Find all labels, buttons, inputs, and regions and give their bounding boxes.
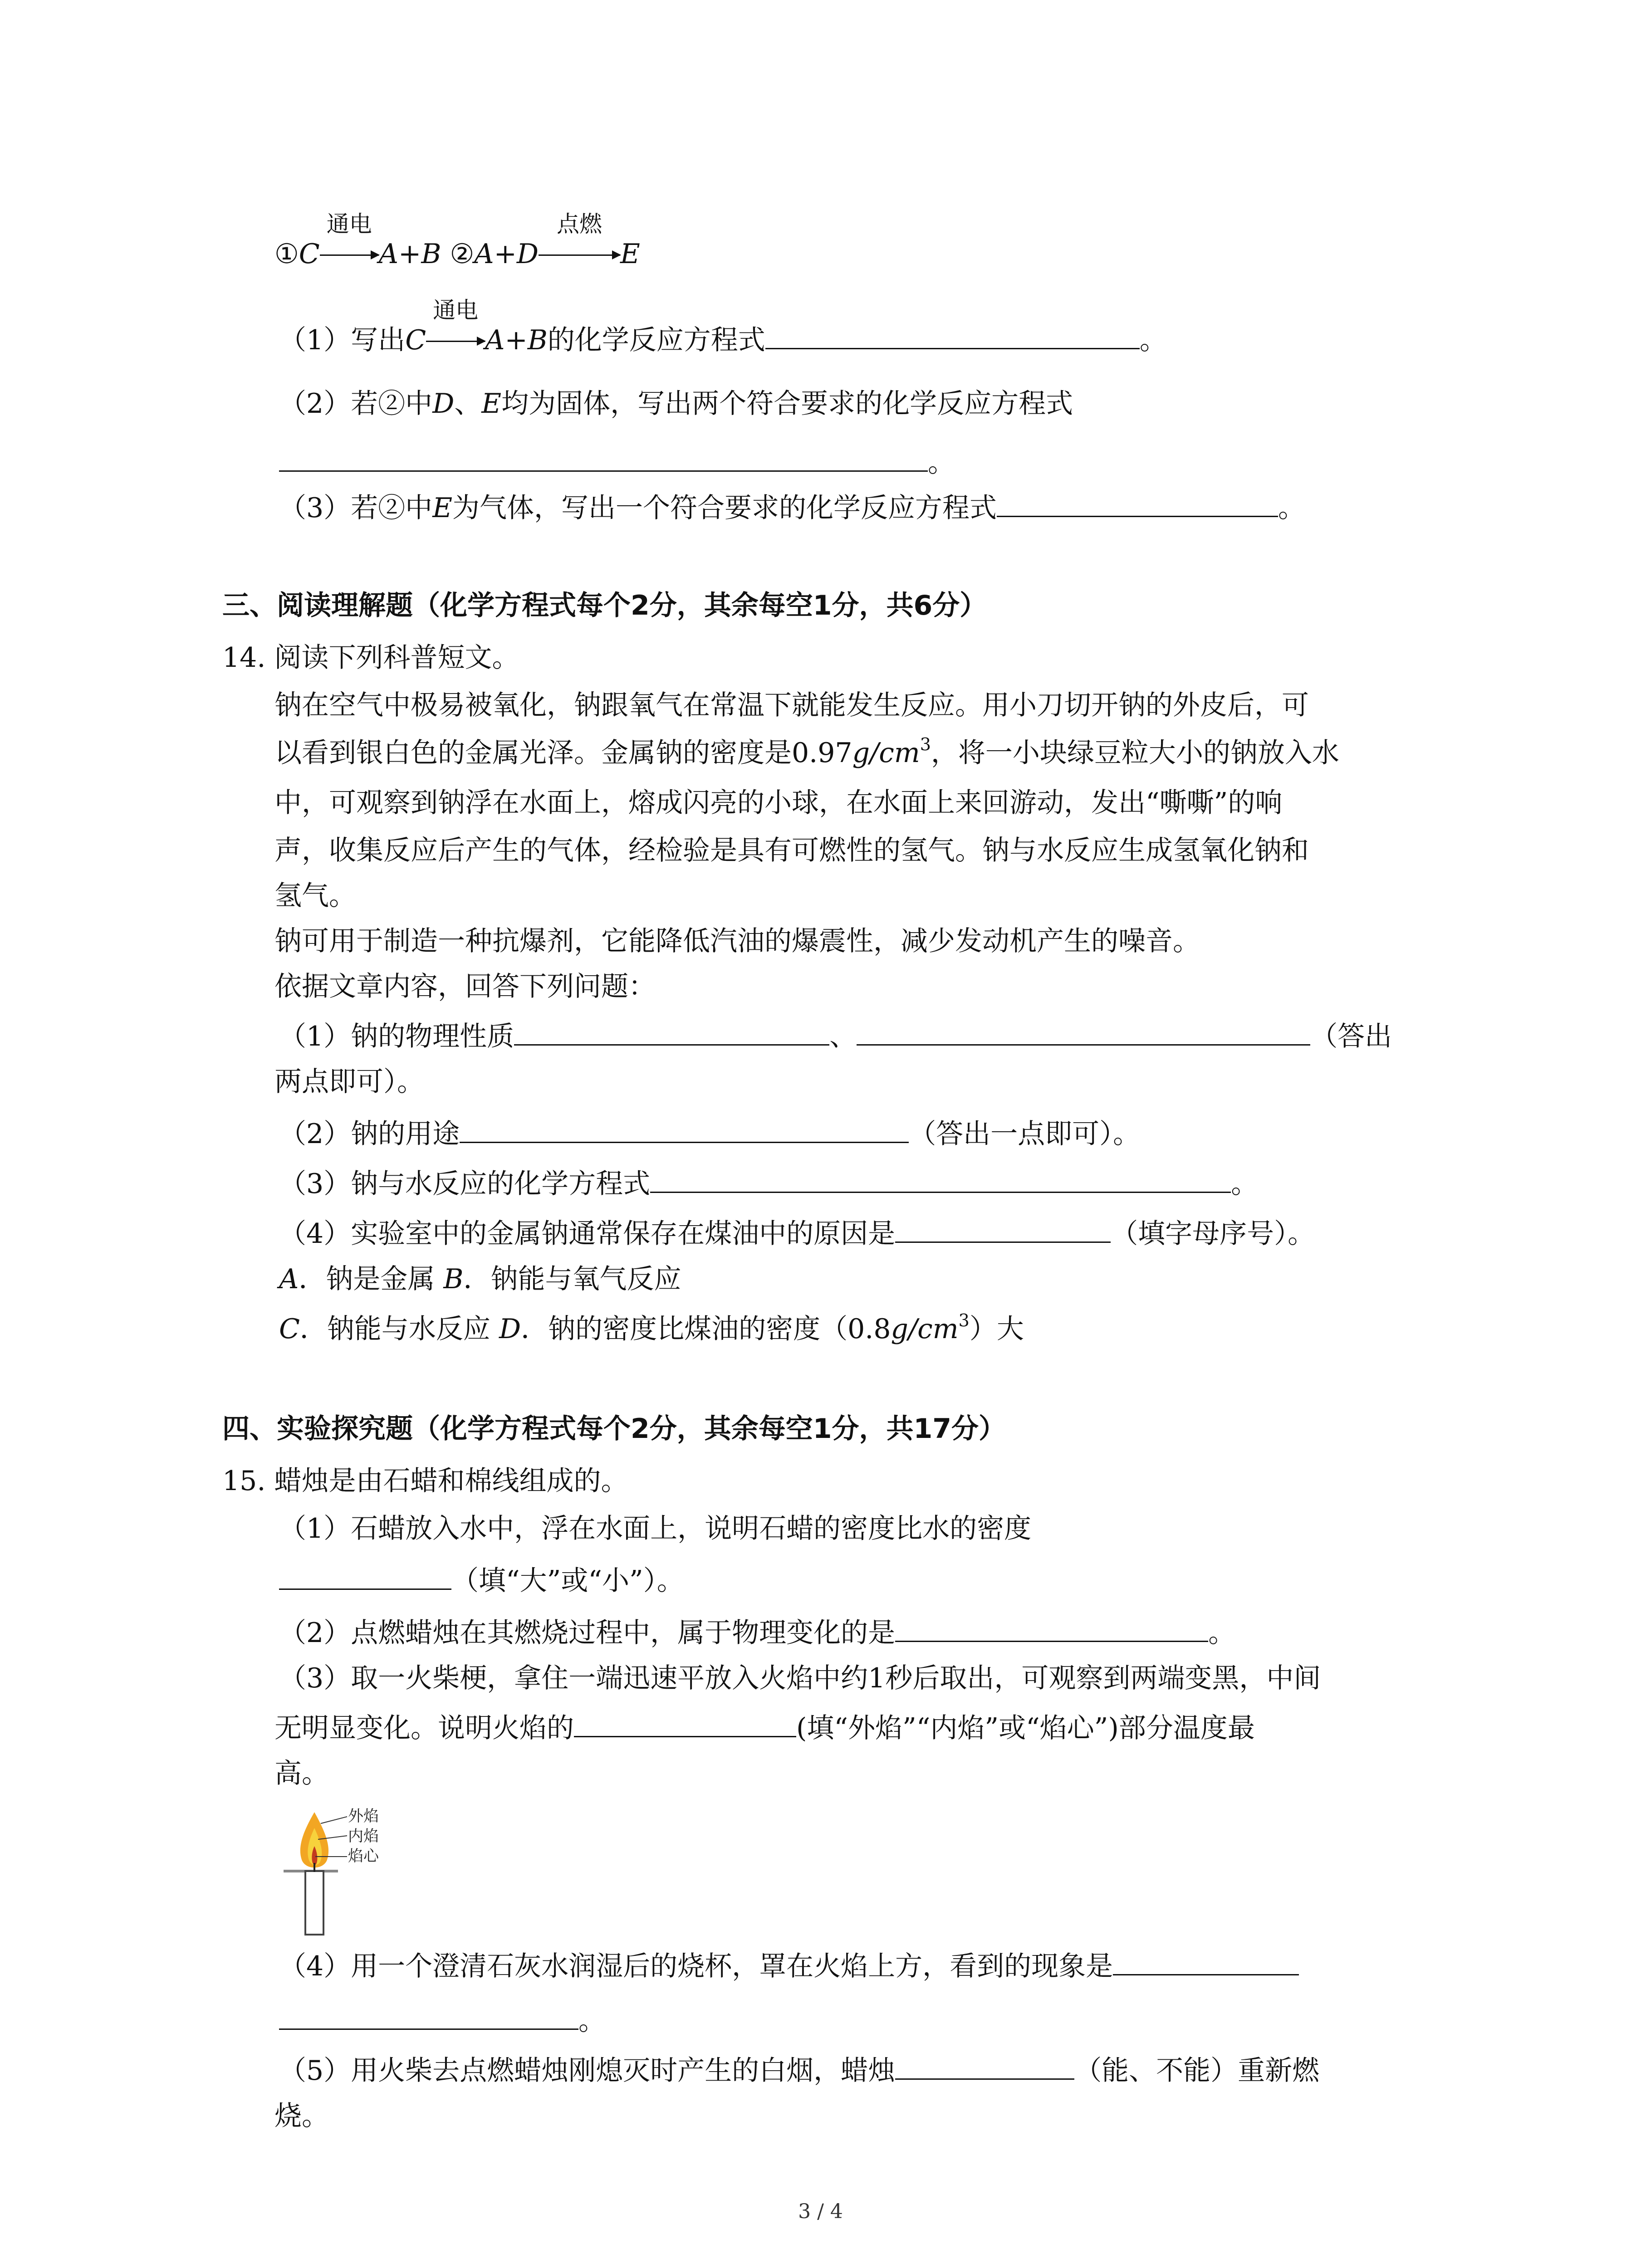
q-text: （答出 <box>1310 1021 1392 1052</box>
product-e: E <box>620 238 640 270</box>
density-unit: g/cm <box>891 1313 959 1345</box>
question-14-1-cont: 两点即可）。 <box>274 1066 424 1098</box>
candle-flame-figure <box>279 1803 415 1939</box>
section-4-heading: 四、实验探究题（化学方程式每个2分，其余每空1分，共17分） <box>222 1413 1006 1445</box>
answer-blank[interactable] <box>1113 1946 1299 1975</box>
reaction-scheme <box>274 211 640 272</box>
options-cd <box>279 1311 1024 1347</box>
question-14-2 <box>279 1114 1140 1152</box>
reactants-ad: A+D <box>474 238 539 270</box>
q-text: （1）钠的物理性质 <box>279 1021 514 1052</box>
answer-blank[interactable] <box>574 1708 796 1737</box>
arrow-condition: 通电 <box>433 297 479 323</box>
question-14-4 <box>279 1213 1315 1252</box>
question-13-2-answer-line <box>279 442 955 481</box>
q-text: 均为固体，写出两个符合要求的化学反应方程式 <box>501 388 1073 420</box>
question-15-4-cont <box>279 2000 606 2039</box>
reaction-arrow <box>426 297 485 358</box>
option-letter: A <box>279 1263 299 1295</box>
passage-line: 中，可观察到钠浮在水面上，熔成闪亮的小球，在水面上来回游动，发出“嘶嘶”的响 <box>274 787 1283 819</box>
density-unit: g/cm <box>852 737 920 769</box>
circled-1: ① <box>274 238 299 270</box>
option-letter: C <box>279 1313 300 1345</box>
answer-blank[interactable] <box>765 320 1140 349</box>
question-15-4 <box>279 1946 1299 1984</box>
q-text: （能、不能）重新燃 <box>1074 2055 1320 2087</box>
question-14-title: 14. 阅读下列科普短文。 <box>222 642 519 674</box>
option-letter: B <box>443 1263 464 1295</box>
passage-line: 钠可用于制造一种抗爆剂，它能降低汽油的爆震性，减少发动机产生的噪音。 <box>274 925 1200 957</box>
q-text: （4）用一个澄清石灰水润湿后的烧杯，罩在火焰上方，看到的现象是 <box>279 1950 1113 1982</box>
q-text: （3）若②中 <box>279 492 433 524</box>
q-text: （填“大”或“小”）。 <box>451 1565 684 1597</box>
species-e: E <box>481 388 502 420</box>
question-15-3: （3）取一火柴梗，拿住一端迅速平放入火焰中约1秒后取出，可观察到两端变黑，中间 <box>279 1662 1321 1694</box>
q-text: （2）点燃蜡烛在其燃烧过程中，属于物理变化的是 <box>279 1617 896 1649</box>
option-text: ．钠能与氧气反应 <box>463 1263 681 1295</box>
option-text: ．钠能与水反应 <box>299 1313 499 1345</box>
answer-blank[interactable] <box>279 442 928 472</box>
products-ab: A+B <box>485 324 548 356</box>
section-3-heading: 三、阅读理解题（化学方程式每个2分，其余每空1分，共6分） <box>222 590 987 621</box>
passage-line: 氢气。 <box>274 880 356 912</box>
products-ab: A+B <box>378 238 441 270</box>
answer-blank[interactable] <box>514 1016 829 1046</box>
superscript: 3 <box>958 1310 970 1330</box>
q-text: 为气体，写出一个符合要求的化学反应方程式 <box>452 492 997 524</box>
q-text: (填“外焰”“内焰”或“焰心”)部分温度最 <box>796 1712 1255 1744</box>
label-outer-flame: 外焰 <box>348 1807 379 1825</box>
answer-blank[interactable] <box>279 1560 451 1590</box>
question-13-3 <box>279 488 1305 526</box>
punct: 。 <box>1278 492 1305 524</box>
circled-2: ② <box>450 238 475 270</box>
punct: 。 <box>928 447 955 479</box>
options-ab <box>279 1261 681 1297</box>
punct: 、 <box>454 388 482 420</box>
question-15-1: （1）石蜡放入水中，浮在水面上，说明石蜡的密度比水的密度 <box>279 1513 1032 1545</box>
arrow-condition: 点燃 <box>557 211 603 237</box>
label-inner-flame: 内焰 <box>348 1827 379 1845</box>
q-text: （2）若②中 <box>279 388 433 420</box>
question-14-1 <box>279 1016 1392 1055</box>
species-c: C <box>405 324 426 356</box>
question-15-1-cont <box>279 1560 684 1599</box>
question-15-title: 15. 蜡烛是由石蜡和棉线组成的。 <box>222 1465 628 1497</box>
option-text: ．钠的密度比煤油的密度（0.8 <box>521 1313 891 1345</box>
q-text: （填字母序号）。 <box>1111 1218 1315 1250</box>
page-number: 3 / 4 <box>798 2200 843 2223</box>
q-text: （1）写出 <box>279 324 406 356</box>
q-text: （5）用火柴去点燃蜡烛刚熄灭时产生的白烟，蜡烛 <box>279 2055 896 2087</box>
label-flame-core: 焰心 <box>348 1847 379 1865</box>
q-text: （2）钠的用途 <box>279 1118 460 1150</box>
question-13-2 <box>279 386 1073 422</box>
species-d: D <box>432 388 455 420</box>
species-e: E <box>432 492 452 524</box>
punct: 。 <box>1208 1617 1236 1649</box>
option-text: ）大 <box>969 1313 1024 1345</box>
answer-blank[interactable] <box>279 2000 578 2030</box>
question-15-2 <box>279 1613 1235 1651</box>
passage-text: ，将一小块绿豆粒大小的钠放入水 <box>931 737 1339 769</box>
passage-line <box>274 735 1339 771</box>
punct: 、 <box>829 1021 857 1052</box>
passage-line: 钠在空气中极易被氧化，钠跟氧气在常温下就能发生反应。用小刀切开钠的外皮后，可 <box>274 689 1309 721</box>
q-text: （3）钠与水反应的化学方程式 <box>279 1168 651 1200</box>
q-text: 的化学反应方程式 <box>547 324 765 356</box>
reaction-arrow-electrolysis <box>320 211 379 272</box>
answer-blank[interactable] <box>650 1163 1231 1193</box>
answer-blank[interactable] <box>460 1114 909 1143</box>
question-15-3-cont <box>274 1708 1255 1746</box>
candle-flame-illustration <box>279 1803 415 1939</box>
reaction-arrow-ignite <box>539 211 620 272</box>
q-text: （4）实验室中的金属钠通常保存在煤油中的原因是 <box>279 1218 896 1250</box>
answer-blank[interactable] <box>895 1213 1111 1243</box>
question-13-1 <box>279 297 1167 358</box>
answer-blank[interactable] <box>997 488 1278 517</box>
q-text: 无明显变化。说明火焰的 <box>274 1712 574 1744</box>
option-letter: D <box>499 1313 521 1345</box>
punct: 。 <box>1139 324 1167 356</box>
punct: 。 <box>1231 1168 1259 1200</box>
question-14-3 <box>279 1163 1258 1202</box>
answer-blank[interactable] <box>895 2050 1074 2080</box>
option-text: ．钠是金属 <box>299 1263 444 1295</box>
answer-blank[interactable] <box>857 1016 1310 1046</box>
q-text: （答出一点即可）。 <box>909 1118 1141 1150</box>
question-15-5 <box>279 2050 1319 2089</box>
punct: 。 <box>578 2005 606 2037</box>
question-15-3-cont2: 高。 <box>274 1758 329 1789</box>
species-c: C <box>299 238 320 270</box>
passage-line: 依据文章内容，回答下列问题： <box>274 971 656 1002</box>
answer-blank[interactable] <box>895 1613 1208 1642</box>
superscript: 3 <box>920 734 931 754</box>
question-15-5-cont: 烧。 <box>274 2100 329 2132</box>
passage-text: 以看到银白色的金属光泽。金属钠的密度是0.97 <box>274 737 852 769</box>
passage-line: 声，收集反应后产生的气体，经检验是具有可燃性的氢气。钠与水反应生成氢氧化钠和 <box>274 835 1309 866</box>
arrow-condition: 通电 <box>326 211 372 237</box>
